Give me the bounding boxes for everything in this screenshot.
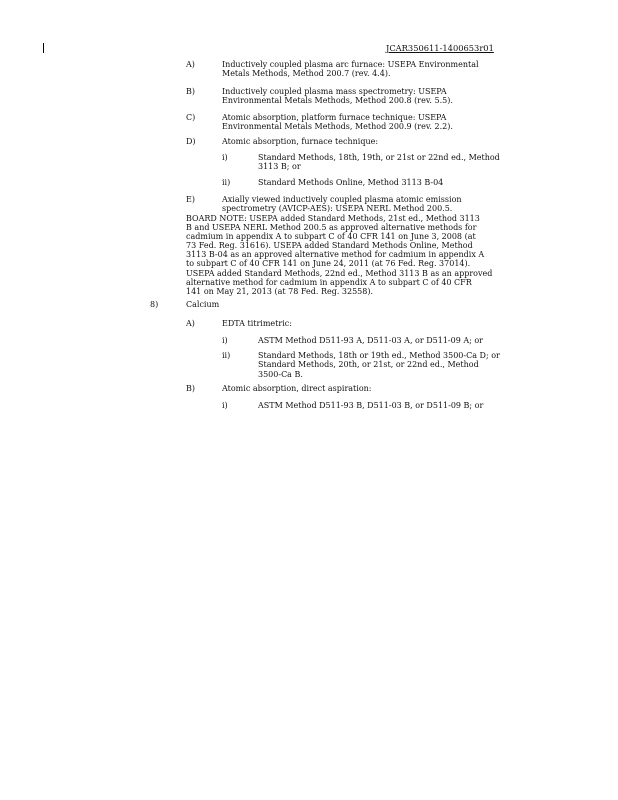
subitem-label: i) bbox=[222, 153, 228, 162]
item-text-avicp-aes: Axially viewed inductively coupled plasma atomic emission spectrometry (AVICP-AES): USEPA NERL Method 200.5. bbox=[222, 195, 462, 214]
section-number: 8) bbox=[150, 300, 159, 309]
subitem-text-standard-methods-3500: Standard Methods, 18th or 19th ed., Method 3500-Ca D; or Standard Methods, 20th, or 21st, or 22nd ed., Method 3500-Ca B. bbox=[258, 351, 500, 379]
subitem-label: ii) bbox=[222, 178, 231, 187]
revision-margin-bar bbox=[43, 43, 44, 53]
item-label: C) bbox=[186, 113, 196, 122]
subitem-text-astm-d511-a: ASTM Method D511-93 A, D511-03 A, or D511-09 A; or bbox=[258, 336, 483, 345]
item-label: D) bbox=[186, 137, 196, 146]
item-label: B) bbox=[186, 87, 195, 96]
item-text-icp-arc-furnace: Inductively coupled plasma arc furnace: USEPA Environmental Metals Methods, Method 200.7 (rev. 4.4). bbox=[222, 60, 479, 79]
section-title-calcium: Calcium bbox=[186, 300, 220, 309]
subitem-text-astm-d511-b: ASTM Method D511-93 B, D511-03 B, or D511-09 B; or bbox=[258, 401, 484, 410]
item-label: A) bbox=[186, 60, 195, 69]
subitem-label: i) bbox=[222, 401, 228, 410]
item-text-aa-platform-furnace: Atomic absorption, platform furnace technique: USEPA Environmental Metals Methods, Method 200.9 (rev. 2.2). bbox=[222, 113, 453, 132]
board-note: BOARD NOTE: USEPA added Standard Methods, 21st ed., Method 3113 B and USEPA NERL Method 200.5 as approved alternative methods for cadmium in appendix A to subpart C of 40 CFR 141 on June 3, 2008 (at 73 Fed. Reg. 31616). USEPA added Standard Methods Online, Method 3113 B-04 as an approved alternative method for cadmium in appendix A to subpart C of 40 CFR 141 on June 24, 2011 (at 76 Fed. Reg. 37014). USEPA added Standard Methods, 22nd ed., Method 3113 B as an approved alternative method for cadmium in appendix A to subpart C of 40 CFR 141 on May 21, 2013 (at 78 Fed. Reg. 32558). bbox=[186, 214, 493, 296]
subitem-text-standard-methods-online: Standard Methods Online, Method 3113 B-04 bbox=[258, 178, 444, 187]
item-label: B) bbox=[186, 384, 195, 393]
subitem-text-standard-methods: Standard Methods, 18th, 19th, or 21st or 22nd ed., Method 3113 B; or bbox=[258, 153, 500, 172]
item-label: E) bbox=[186, 195, 195, 204]
item-text-edta-titrimetric: EDTA titrimetric: bbox=[222, 319, 292, 328]
subitem-label: ii) bbox=[222, 351, 231, 360]
subitem-label: i) bbox=[222, 336, 228, 345]
item-label: A) bbox=[186, 319, 195, 328]
item-text-aa-furnace: Atomic absorption, furnace technique: bbox=[222, 137, 379, 146]
page-header-code: JCAR350611-1400653r01 bbox=[386, 43, 494, 53]
item-text-icp-mass-spec: Inductively coupled plasma mass spectrometry: USEPA Environmental Metals Methods, Method 200.8 (rev. 5.5). bbox=[222, 87, 453, 106]
item-text-aa-direct-aspiration: Atomic absorption, direct aspiration: bbox=[222, 384, 372, 393]
